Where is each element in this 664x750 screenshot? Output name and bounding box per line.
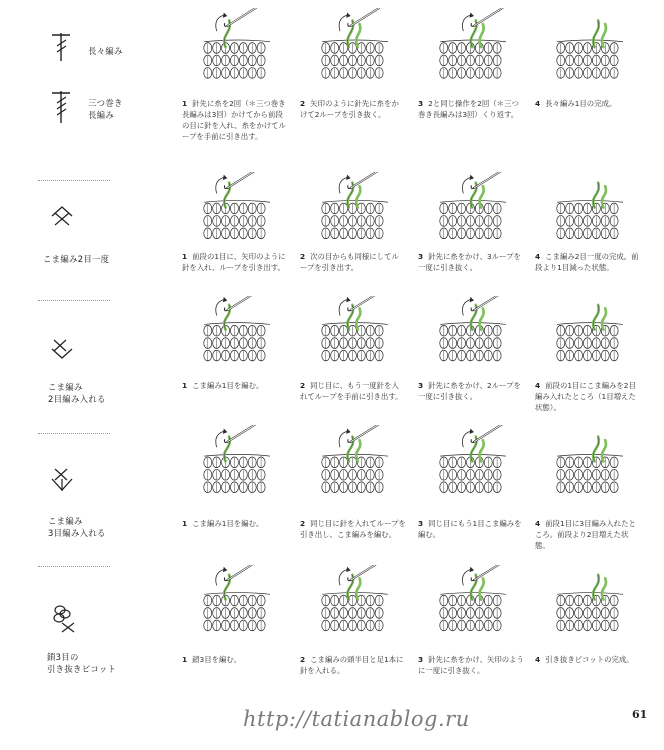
step-illustration: [198, 296, 278, 376]
label-line: こま編み: [48, 516, 83, 526]
section-divider: [38, 566, 110, 567]
section-divider: [38, 180, 110, 181]
step-caption: [418, 380, 524, 402]
symbol-label: [47, 651, 116, 675]
step-caption: [535, 98, 641, 109]
step-number: 2: [300, 99, 306, 108]
step-number: 2: [300, 252, 306, 261]
step-illustration: [434, 172, 514, 252]
step-caption: [535, 654, 641, 665]
sc-increase-2-symbol-icon: [50, 338, 74, 360]
step-text: こま編み1目を編む。: [192, 381, 264, 390]
step-caption: [300, 654, 406, 676]
label-line: こま編み: [48, 382, 83, 392]
label-line: 長々編み: [88, 46, 123, 56]
step-caption: [182, 518, 288, 529]
step-text: 前段の1目に、矢印のように針を入れ、ループを引き出す。: [182, 252, 286, 272]
step-caption: [182, 654, 288, 665]
step-illustration: [551, 172, 631, 252]
step-number: 2: [300, 655, 306, 664]
step-text: こま編み2目一度の完成。前段より1目減った状態。: [535, 252, 639, 272]
label-line: 引き抜きピコット: [47, 664, 117, 674]
step-text: こま編み1目を編む。: [192, 519, 264, 528]
step-caption: [535, 251, 641, 273]
step-caption: [300, 380, 406, 402]
section-divider: [38, 433, 110, 434]
step-text: 引き抜きピコットの完成。: [545, 655, 634, 664]
step-caption: [418, 251, 524, 273]
step-illustration: [434, 8, 514, 88]
step-text: 次の目からも同様にしてループを引き出す。: [300, 252, 399, 272]
step-text: 針先に糸を2回（＊三つ巻き長編みは3回）かけてから前段の目に針を入れ、糸をかけてループを手前に引き出す。: [182, 99, 286, 141]
sc2tog-symbol-icon: [50, 205, 74, 227]
step-illustration: [551, 8, 631, 88]
step-number: 3: [418, 655, 424, 664]
step-number: 1: [182, 252, 188, 261]
triple-treble-symbol-icon: [48, 90, 74, 124]
step-text: 針先に糸をかけ、3ループを一度に引き抜く。: [418, 252, 521, 272]
step-number: 1: [182, 99, 188, 108]
step-caption: [182, 98, 290, 142]
step-illustration: [434, 565, 514, 645]
sc-increase-3-symbol-icon: [50, 467, 74, 493]
step-caption: [535, 380, 641, 413]
page-number: 61: [632, 708, 648, 721]
step-illustration: [198, 425, 278, 505]
label-line: 長編み: [88, 110, 115, 120]
step-number: 4: [535, 252, 541, 261]
section-divider: [38, 300, 110, 301]
step-text: 同じ目に針を入れてループを引き出し、こま編みを編む。: [300, 519, 406, 539]
step-caption: [300, 251, 406, 273]
step-text: 同じ目にもう1目こま編みを編む。: [418, 519, 522, 539]
step-illustration: [198, 8, 278, 88]
label-line: 鎖3目の: [47, 652, 79, 662]
step-caption: [300, 518, 406, 540]
step-number: 1: [182, 381, 188, 390]
step-illustration: [198, 565, 278, 645]
step-caption: [300, 98, 406, 120]
step-number: 4: [535, 655, 541, 664]
symbol-label: [48, 381, 106, 405]
step-illustration: [551, 565, 631, 645]
step-text: 前段の1目にこま編みを2目編み入れたところ（1目増えた状態）。: [535, 381, 636, 412]
step-number: 2: [300, 519, 306, 528]
step-text: 長々編み1目の完成。: [545, 99, 617, 108]
label-line: 3目編み入れる: [48, 528, 106, 538]
step-number: 3: [418, 519, 424, 528]
step-illustration: [551, 296, 631, 376]
step-text: 2と同じ操作を2回（＊三つ巻き長編みは3回）くり返す。: [418, 99, 519, 119]
step-illustration: [316, 565, 396, 645]
double-treble-symbol-icon: [48, 32, 74, 62]
symbol-label: [48, 515, 106, 539]
step-illustration: [551, 425, 631, 505]
label-line: 三つ巻き: [88, 98, 123, 108]
step-text: こま編みの頭半目と足1本に針を入れる。: [300, 655, 404, 675]
step-caption: [418, 518, 524, 540]
step-illustration: [198, 172, 278, 252]
watermark-url[interactable]: http://tatianablog.ru: [243, 707, 470, 731]
step-number: 4: [535, 519, 541, 528]
label-line: こま編み2目一度: [43, 254, 110, 264]
symbol-label: [88, 97, 123, 121]
step-illustration: [434, 425, 514, 505]
step-illustration: [316, 296, 396, 376]
symbol-label: [88, 45, 123, 57]
label-line: 2目編み入れる: [48, 394, 106, 404]
step-text: 同じ目に、もう一度針を入れてループを手前に引き出す。: [300, 381, 403, 401]
step-caption: [535, 518, 641, 551]
step-illustration: [434, 296, 514, 376]
step-text: 矢印のように針先に糸をかけて2ループを引き抜く。: [300, 99, 399, 119]
step-illustration: [316, 172, 396, 252]
step-text: 前段1目に3目編み入れたところ。前段より2目増えた状態。: [535, 519, 636, 550]
step-illustration: [316, 8, 396, 88]
symbol-label: [43, 253, 109, 265]
step-number: 2: [300, 381, 306, 390]
step-number: 4: [535, 381, 541, 390]
step-number: 1: [182, 655, 188, 664]
step-text: 針先に糸をかけ、2ループを一度に引き抜く。: [418, 381, 521, 401]
step-number: 3: [418, 381, 424, 390]
step-caption: [182, 251, 288, 273]
step-caption: [418, 98, 524, 120]
step-number: 3: [418, 99, 424, 108]
picot-symbol-icon: [52, 603, 78, 633]
step-number: 3: [418, 252, 424, 261]
step-illustration: [316, 425, 396, 505]
step-text: 鎖3目を編む。: [192, 655, 242, 664]
step-text: 針先に糸をかけ、矢印のように一度に引き抜く。: [418, 655, 524, 675]
step-caption: [182, 380, 288, 391]
step-number: 1: [182, 519, 188, 528]
step-caption: [418, 654, 524, 676]
step-number: 4: [535, 99, 541, 108]
